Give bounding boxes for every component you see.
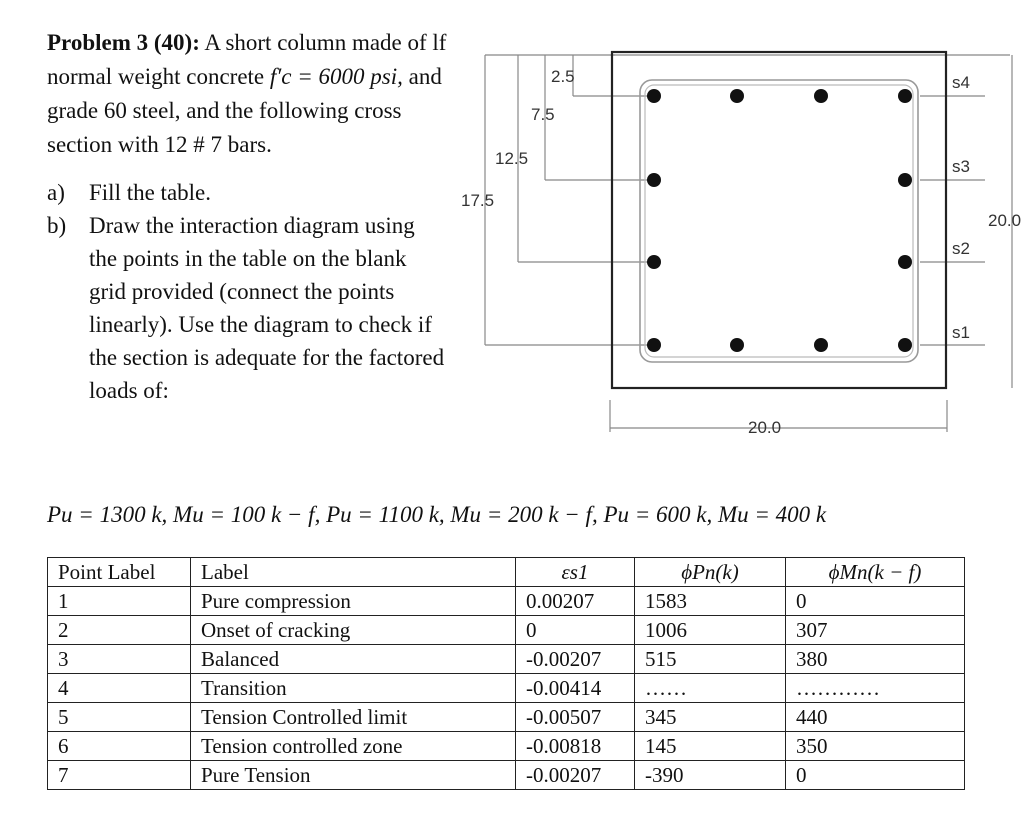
dim-label-2-5: 2.5 <box>551 67 575 86</box>
depth-dimension-lines <box>485 55 655 345</box>
dim-label-7-5: 7.5 <box>531 105 555 124</box>
cell-strain: 0 <box>516 616 635 645</box>
cell-strain: -0.00414 <box>516 674 635 703</box>
cell-point: 2 <box>48 616 191 645</box>
header-label: Label <box>191 558 516 587</box>
cell-phi-mn: 440 <box>786 703 965 732</box>
cell-phi-mn: ………… <box>786 674 965 703</box>
cell-label: Tension controlled zone <box>191 732 516 761</box>
header-phi-mn: ϕMn(k − f) <box>786 558 965 587</box>
cell-phi-pn: 145 <box>635 732 786 761</box>
dim-label-height: 20.0 <box>988 211 1022 230</box>
cell-label: Transition <box>191 674 516 703</box>
cell-phi-pn: …… <box>635 674 786 703</box>
dim-label-17-5: 17.5 <box>461 191 495 210</box>
header-phi-pn: ϕPn(k) <box>635 558 786 587</box>
rebar <box>647 89 661 103</box>
part-a-text: Fill the table. <box>89 180 212 205</box>
problem-intro <box>47 26 447 162</box>
cell-label: Pure compression <box>191 587 516 616</box>
results-table <box>47 557 965 790</box>
cell-phi-mn: 380 <box>786 645 965 674</box>
cell-strain: 0.00207 <box>516 587 635 616</box>
cell-point: 6 <box>48 732 191 761</box>
part-a <box>47 176 447 209</box>
part-b-mark: b) <box>47 213 67 238</box>
rebar <box>814 338 828 352</box>
cell-point: 4 <box>48 674 191 703</box>
rebar <box>898 173 912 187</box>
cell-point: 1 <box>48 587 191 616</box>
cell-strain: -0.00507 <box>516 703 635 732</box>
rebar <box>647 255 661 269</box>
cell-phi-mn: 0 <box>786 587 965 616</box>
layer-label-s2: s2 <box>952 239 970 258</box>
table-row <box>48 587 965 616</box>
problem-statement <box>47 26 447 407</box>
column-outline <box>612 52 946 388</box>
problem-intro-text-2: and grade 60 steel, and the following cross section with 12 # 7 bars. <box>47 64 442 157</box>
rebar <box>730 338 744 352</box>
problem-intro-text: A short column made of lf normal weight concrete <box>47 30 447 89</box>
tie-outer <box>640 80 918 362</box>
fc-symbol: f′c <box>269 64 292 89</box>
problem-parts <box>47 176 447 407</box>
layer-label-s3: s3 <box>952 157 970 176</box>
rebar <box>814 89 828 103</box>
rebar <box>898 255 912 269</box>
rebar <box>898 89 912 103</box>
cell-phi-mn: 350 <box>786 732 965 761</box>
table-row <box>48 645 965 674</box>
table-row <box>48 674 965 703</box>
header-strain: εs1 <box>516 558 635 587</box>
factored-loads-text: Pu = 1300 k, Mu = 100 k − f, Pu = 1100 k, Mu = 200 k − f, Pu = 600 k, Mu = 400 k <box>47 502 827 527</box>
cell-strain: -0.00207 <box>516 761 635 790</box>
table-row <box>48 732 965 761</box>
cell-label: Balanced <box>191 645 516 674</box>
header-point-label: Point Label <box>48 558 191 587</box>
cross-section-figure <box>455 40 1024 440</box>
dim-label-width: 20.0 <box>748 418 782 437</box>
fc-value: = 6000 psi, <box>297 64 403 89</box>
part-b-text: Draw the interaction diagram using the points in the table on the blank grid provided (connect the points linearly). Use the diagram to check if the section is adequate for the factored loads of: <box>89 213 445 403</box>
tie-inner <box>645 85 913 357</box>
layer-label-s4: s4 <box>952 73 970 92</box>
cell-label: Pure Tension <box>191 761 516 790</box>
cell-phi-pn: 1583 <box>635 587 786 616</box>
cell-phi-mn: 307 <box>786 616 965 645</box>
part-b <box>47 209 447 407</box>
rebar <box>730 89 744 103</box>
cell-point: 3 <box>48 645 191 674</box>
cell-label: Tension Controlled limit <box>191 703 516 732</box>
cell-strain: -0.00818 <box>516 732 635 761</box>
part-a-mark: a) <box>47 180 65 205</box>
cell-phi-pn: 1006 <box>635 616 786 645</box>
cell-strain: -0.00207 <box>516 645 635 674</box>
dim-label-12-5: 12.5 <box>495 149 529 168</box>
rebar <box>647 338 661 352</box>
rebar <box>647 173 661 187</box>
layer-label-s1: s1 <box>952 323 970 342</box>
cell-label: Onset of cracking <box>191 616 516 645</box>
table-row <box>48 761 965 790</box>
cell-point: 7 <box>48 761 191 790</box>
table-header-row <box>48 558 965 587</box>
cell-phi-pn: -390 <box>635 761 786 790</box>
table-row <box>48 703 965 732</box>
cell-phi-pn: 515 <box>635 645 786 674</box>
cell-phi-pn: 345 <box>635 703 786 732</box>
cell-phi-mn: 0 <box>786 761 965 790</box>
problem-heading: Problem 3 (40): <box>47 30 200 55</box>
rebar <box>898 338 912 352</box>
factored-loads <box>47 502 826 528</box>
cell-point: 5 <box>48 703 191 732</box>
table-row <box>48 616 965 645</box>
